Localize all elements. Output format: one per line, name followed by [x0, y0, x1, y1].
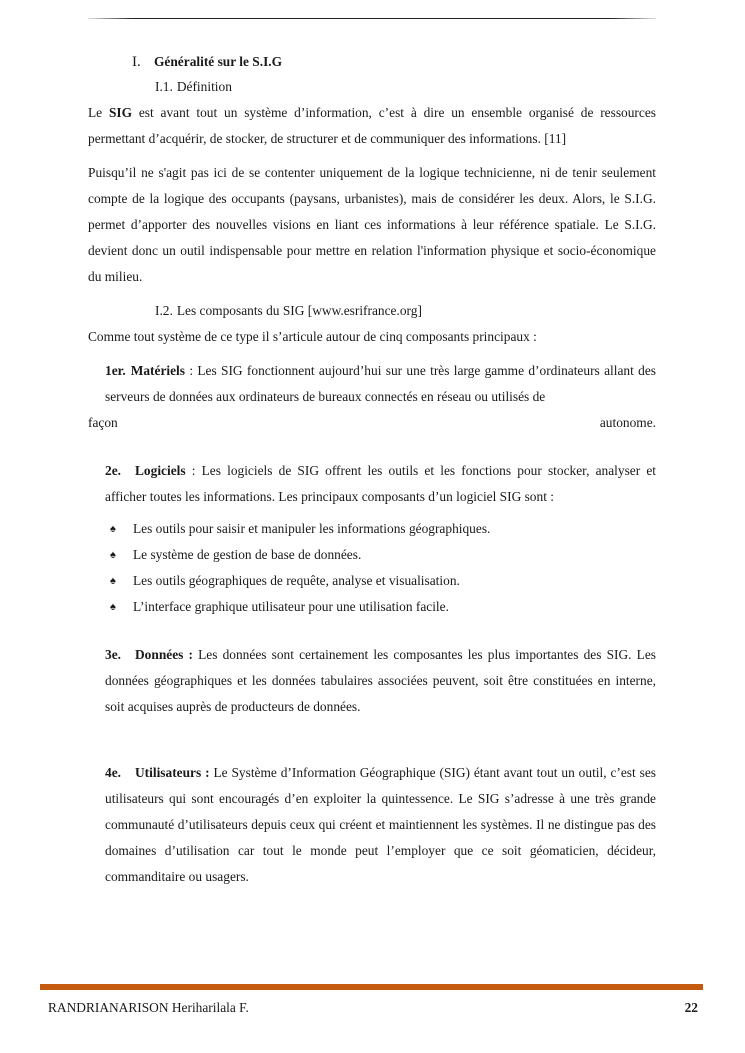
spade-bullet-icon: ♠ [110, 523, 116, 535]
subsection-title: Les composants du SIG [www.esrifrance.org] [176, 303, 422, 318]
component-name: Matériels [130, 363, 185, 378]
section-title: Généralité sur le S.I.G [154, 54, 283, 69]
spade-bullet-icon: ♠ [110, 575, 116, 587]
section-number: I. [132, 54, 141, 70]
component-name: Logiciels [135, 463, 186, 478]
subsection-number: I.1. [155, 79, 173, 94]
component-donnees [88, 642, 656, 720]
subsection-heading-definition [155, 74, 656, 100]
justified-word-left: façon [88, 415, 118, 430]
definition-prefix: Le [88, 105, 109, 120]
list-item-text: L’interface graphique utilisateur pour une utilisation facile. [133, 599, 449, 614]
definition-text: est avant tout un système d’information, c’est à dire un ensemble organisé de ressources permettant d’acquérir, de stocker, de structurer et de communiquer des informations. [11] [88, 105, 656, 146]
list-item-text: Les outils pour saisir et manipuler les informations géographiques. [133, 521, 491, 536]
component-materiels [88, 358, 656, 410]
component-logiciels [88, 458, 656, 510]
subsection-title: Définition [176, 79, 232, 94]
context-paragraph: Puisqu’il ne s'agit pas ici de se contenter uniquement de la logique technicienne, ni de tenir seulement compte de la logique des occupants (paysans, urbanistes), mais de considérer les deux. Alors, le S.I.G. permet d’apporter des nouvelles visions en liant ces informations à leur référence spatiale. Le S.I.G. devient donc un outil indispensable pour mettre en relation l'information physique et socio-économique du milieu. [88, 165, 656, 284]
list-item [110, 516, 656, 542]
components-intro: Comme tout système de ce type il s’articule autour de cinq composants principaux : [88, 329, 537, 344]
component-text: : Les logiciels de SIG offrent les outils et les fonctions pour stocker, analyser et afficher toutes les informations. Les principaux composants d’un logiciel SIG sont : [105, 463, 656, 504]
footer-rule [40, 984, 703, 990]
component-name: Utilisateurs : [135, 765, 210, 780]
page-footer [48, 1000, 698, 1016]
software-components-list [88, 516, 656, 620]
component-number: 4e. [105, 765, 121, 780]
component-number: 1er. [105, 363, 126, 378]
component-text: : Les SIG fonctionnent aujourd’hui sur une très large gamme d’ordinateurs allant des serveurs de données aux ordinateurs de bureaux connectés en réseau ou utilisés de [105, 363, 656, 404]
list-item [110, 568, 656, 594]
list-item-text: Le système de gestion de base de données. [133, 547, 362, 562]
component-name: Données : [135, 647, 193, 662]
subsection-number: I.2. [155, 303, 173, 318]
component-number: 3e. [105, 647, 121, 662]
list-item [110, 594, 656, 620]
component-text: Le Système d’Information Géographique (SIG) étant avant tout un outil, c’est ses utilisateurs qui sont encouragés d’en exploiter la quintessence. Le SIG s’adresse à une très grande communauté d’utilisateurs depuis ceux qui créent et maintiennent les systèmes. Il ne distingue pas des domaines d’utilisation car tout le monde peut l’employer que ce soit géomaticien, décideur, commanditaire ou usagers. [105, 765, 656, 884]
list-item [110, 542, 656, 568]
component-utilisateurs [88, 760, 656, 890]
page-number: 22 [684, 1000, 698, 1015]
subsection-heading-components [155, 298, 656, 324]
footer-author: RANDRIANARISON Heriharilala F. [48, 1000, 249, 1015]
spade-bullet-icon: ♠ [110, 549, 116, 561]
list-item-text: Les outils géographiques de requête, analyse et visualisation. [133, 573, 460, 588]
component-materiels-last-line [88, 410, 656, 436]
section-heading [132, 50, 656, 74]
definition-term: SIG [108, 105, 133, 120]
spade-bullet-icon: ♠ [110, 601, 116, 613]
header-rule [88, 18, 656, 19]
justified-word-right: autonome. [599, 415, 656, 430]
component-number: 2e. [105, 463, 121, 478]
component-text: Les données sont certainement les composantes les plus importantes des SIG. Les données géographiques et les données tabulaires associées peuvent, soit être constituées en interne, soit acquises auprès de producteurs de données. [105, 647, 656, 714]
document-body [88, 50, 656, 890]
definition-paragraph [88, 100, 656, 152]
